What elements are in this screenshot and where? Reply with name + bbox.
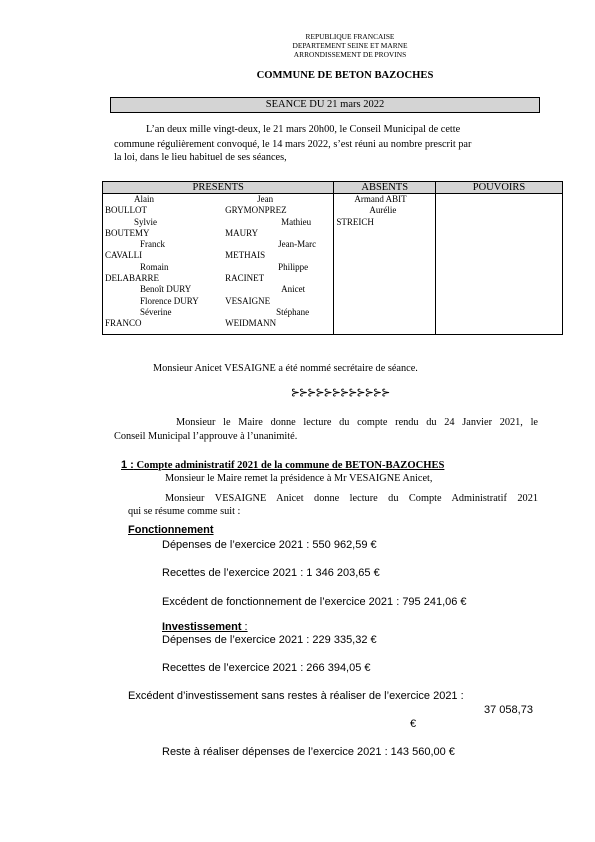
absents-column <box>334 194 436 335</box>
pouvoirs-header: POUVOIRS <box>436 182 563 194</box>
absent-name: Armand ABIT <box>354 194 407 204</box>
pouvoirs-column <box>436 194 563 335</box>
present-name: WEIDMANN <box>225 318 277 329</box>
fonctionnement-depenses: Dépenses de l’exercice 2021 : 550 962,59 € <box>162 539 377 551</box>
intro-line3: la loi, dans le lieu habituel de ses séances, <box>114 152 287 163</box>
present-name: Florence DURY <box>140 295 199 306</box>
present-name: RACINET <box>225 273 265 284</box>
investissement-recettes: Recettes de l’exercice 2021 : 266 394,05 € <box>162 662 371 674</box>
present-name: BOULLOT <box>105 205 147 216</box>
investissement-excedent-euro: € <box>410 718 417 730</box>
header-arrondissement: ARRONDISSEMENT DE PROVINS <box>293 50 407 59</box>
investissement-restes: Reste à réaliser dépenses de l’exercice 2021 : 143 560,00 € <box>162 746 455 758</box>
present-name: FRANCO <box>105 318 142 329</box>
present-name: Romain <box>140 261 169 272</box>
intro-line2: commune régulièrement convoqué, le 14 mars 2022, s’est réuni au nombre prescrit par <box>114 139 472 150</box>
item1-title: Compte administratif 2021 de la commune de BETON-BAZOCHES <box>136 460 445 471</box>
investissement-depenses: Dépenses de l’exercice 2021 : 229 335,32 € <box>162 634 377 646</box>
presents-header: PRESENTS <box>103 182 334 194</box>
investissement-excedent: Excédent d’investissement sans restes à réaliser de l’exercice 2021 : <box>128 690 464 702</box>
absent-name: Aurélie <box>369 205 397 216</box>
seance-date: SEANCE DU 21 mars 2022 <box>110 97 540 113</box>
secretary-line: Monsieur Anicet VESAIGNE a été nommé secrétaire de séance. <box>153 363 418 374</box>
present-name: Séverine <box>140 306 172 317</box>
intro-line1: L’an deux mille vingt-deux, le 21 mars 20h00, le Conseil Municipal de cette <box>146 124 461 135</box>
minutes-line1: Monsieur le Maire donne lecture du compte rendu du 24 Janvier 2021, le <box>176 417 538 428</box>
present-name: Mathieu <box>281 216 312 227</box>
present-name: GRYMONPREZ <box>225 205 287 216</box>
minutes-line2: Conseil Municipal l’approuve à l’unanimité. <box>114 431 298 442</box>
header-departement: DEPARTEMENT SEINE ET MARNE <box>292 41 408 50</box>
present-name: Sylvie <box>134 216 158 227</box>
present-name: DELABARRE <box>105 273 159 284</box>
commune-title: COMMUNE DE BETON BAZOCHES <box>256 70 434 81</box>
attendance-table <box>102 181 563 335</box>
ornament-separator: ⊱⊱⊱⊱⊱⊱⊱⊱⊱⊱⊱⊱ <box>290 387 390 399</box>
present-name: MAURY <box>225 227 259 238</box>
item1-para1: Monsieur le Maire remet la présidence à Mr VESAIGNE Anicet, <box>165 473 433 484</box>
presents-column-2 <box>221 194 334 335</box>
presents-column-1 <box>103 194 222 335</box>
investissement-colon: : <box>241 621 248 633</box>
absents-header: ABSENTS <box>334 182 436 194</box>
present-name: CAVALLI <box>105 250 143 261</box>
present-name: Philippe <box>278 261 309 272</box>
investissement-excedent-value: 37 058,73 <box>484 704 533 716</box>
present-name: Jean-Marc <box>278 239 317 250</box>
present-name: VESAIGNE <box>225 295 271 306</box>
item1-para3: qui se résume comme suit : <box>128 506 241 517</box>
present-name: Jean <box>257 194 274 204</box>
header-republique: REPUBLIQUE FRANCAISE <box>305 32 395 41</box>
item1-number: 1 : <box>121 459 134 471</box>
item1-heading <box>121 459 444 471</box>
present-name: BOUTEMY <box>105 227 150 238</box>
fonctionnement-title: Fonctionnement <box>128 524 214 536</box>
present-name: Anicet <box>281 284 306 295</box>
investissement-heading <box>162 621 248 633</box>
investissement-title: Investissement <box>162 621 242 633</box>
present-name: Franck <box>140 239 165 250</box>
fonctionnement-recettes: Recettes de l’exercice 2021 : 1 346 203,65 € <box>162 567 380 579</box>
fonctionnement-excedent: Excédent de fonctionnement de l’exercice 2021 : 795 241,06 € <box>162 596 467 608</box>
item1-para2: Monsieur VESAIGNE Anicet donne lecture du Compte Administratif 2021 <box>165 493 538 504</box>
present-name: Alain <box>134 194 154 204</box>
present-name: Stéphane <box>276 306 310 317</box>
present-name: Benoît DURY <box>140 284 192 295</box>
present-name: METHAIS <box>225 250 266 261</box>
absent-name: STREICH <box>336 216 374 227</box>
